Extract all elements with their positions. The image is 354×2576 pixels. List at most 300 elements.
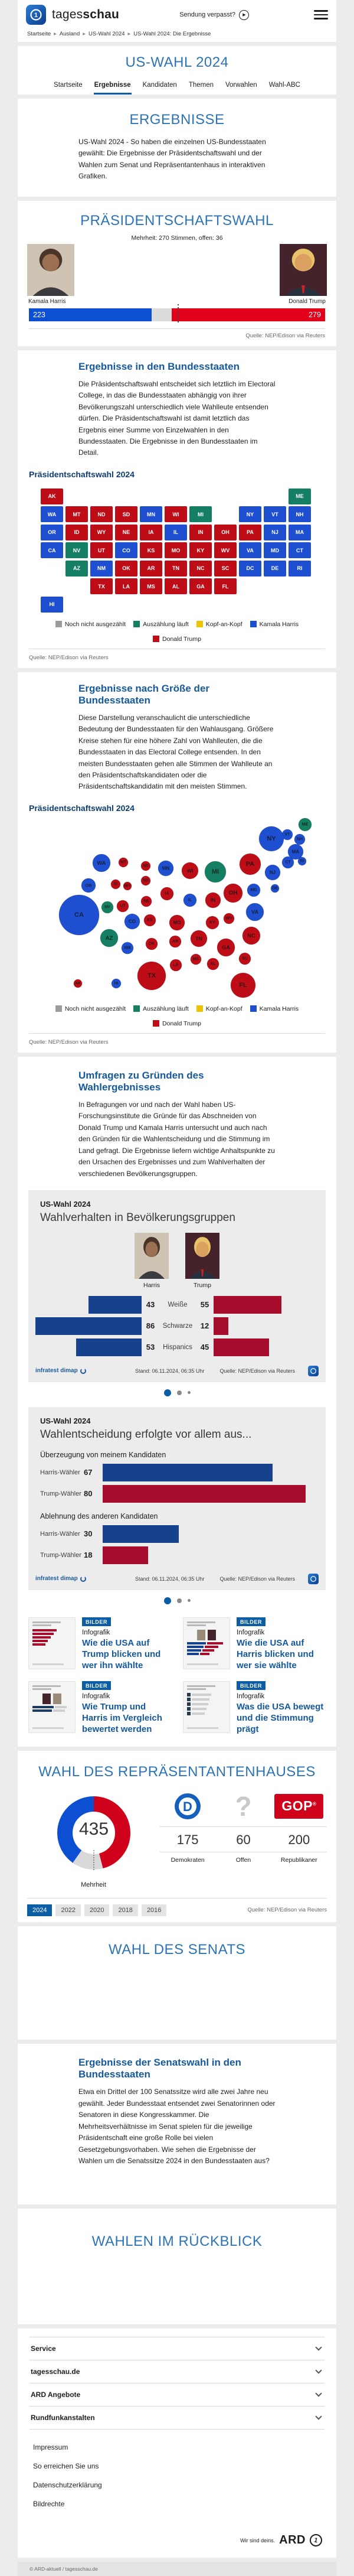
bubble-WY[interactable]	[123, 882, 132, 890]
page-title: US-WAHL 2024	[125, 54, 229, 70]
footer-accordion-ardangebote[interactable]	[30, 2383, 324, 2406]
state-NV[interactable]: NV	[65, 542, 88, 558]
play-icon[interactable]: ▶	[239, 10, 249, 20]
carousel-dot-3[interactable]	[188, 1391, 191, 1394]
svg-text:RI: RI	[300, 859, 304, 864]
footer-accordions	[30, 2337, 324, 2430]
state-NM[interactable]: NM	[90, 561, 113, 577]
bubble-CA[interactable]	[59, 895, 99, 935]
thumb-bar-row	[187, 1653, 226, 1655]
bilder-badge: BILDER	[82, 1617, 111, 1626]
demo-row-hispanics	[35, 1339, 319, 1356]
thumb-bar-row	[32, 1640, 71, 1642]
teaser-text	[237, 1617, 326, 1672]
state-AR[interactable]: AR	[140, 561, 162, 577]
bubble-IA[interactable]	[160, 887, 173, 900]
tab-startseite[interactable]: Startseite	[54, 82, 83, 89]
legend-label: Noch nicht ausgezählt	[64, 620, 126, 628]
bubble-MS[interactable]	[191, 954, 201, 965]
trump-value: 45	[200, 1343, 209, 1352]
bubble-NM[interactable]	[122, 942, 133, 954]
bubble-AZ[interactable]	[100, 929, 118, 947]
state-LA[interactable]: LA	[115, 578, 137, 594]
breadcrumb-item[interactable]: Startseite	[27, 31, 51, 37]
bubble-ND[interactable]	[141, 861, 150, 871]
bubble-TN[interactable]	[191, 930, 207, 947]
state-GA[interactable]: GA	[189, 578, 212, 594]
state-OH[interactable]: OH	[214, 525, 237, 540]
state-CO[interactable]: CO	[115, 542, 137, 558]
thumb-bar-row	[32, 1709, 71, 1712]
source-note: Quelle: NEP/Edison via Reuters	[247, 1906, 327, 1913]
bubble-NC[interactable]	[242, 927, 260, 945]
bubble-LA[interactable]	[170, 959, 182, 971]
teaser-link[interactable]	[183, 1617, 326, 1672]
svg-text:NV: NV	[104, 905, 110, 910]
svg-text:UT: UT	[120, 904, 126, 908]
thumb-bar	[32, 1706, 54, 1708]
stat-value: 175	[160, 1826, 215, 1852]
state-TX[interactable]: TX	[90, 578, 113, 594]
harris-bar-cell	[35, 1339, 142, 1356]
bubble-IL[interactable]	[183, 894, 196, 907]
footer-accordion-rundfunkanstalten[interactable]	[30, 2406, 324, 2430]
svg-text:IL: IL	[188, 898, 192, 903]
bubble-PA[interactable]	[240, 854, 261, 875]
svg-text:MN: MN	[162, 865, 170, 871]
year-button-2018[interactable]: 2018	[113, 1904, 137, 1916]
bubble-SC[interactable]	[239, 953, 251, 965]
majority-note: Mehrheit: 270 Stimmen, offen: 36	[131, 234, 223, 242]
menu-icon[interactable]	[314, 10, 328, 19]
voter-label: Harris-Wähler	[40, 1530, 80, 1538]
teaser-link[interactable]	[183, 1681, 326, 1735]
harris-votes-bar	[29, 308, 152, 321]
state-WV[interactable]: WV	[214, 542, 237, 558]
source-note: Quelle: NEP/Edison via Reuters	[29, 1038, 109, 1046]
motivation-row	[35, 1464, 319, 1481]
thumb-photo	[42, 1694, 51, 1704]
bubble-MI[interactable]	[205, 861, 226, 882]
breadcrumb-item[interactable]: US-Wahl 2024	[88, 31, 125, 37]
state-IA[interactable]: IA	[140, 525, 162, 540]
state-FL[interactable]: FL	[214, 578, 237, 594]
bubble-VA[interactable]	[246, 903, 264, 921]
bubble-AR[interactable]	[169, 936, 181, 947]
state-UT[interactable]: UT	[90, 542, 113, 558]
states-map-heading: Ergebnisse in den Bundesstaaten	[78, 360, 240, 372]
chevron-down-icon	[315, 2344, 322, 2351]
state-WA[interactable]: WA	[41, 506, 63, 522]
svg-text:IA: IA	[165, 891, 169, 896]
carousel-dot-2[interactable]	[177, 1390, 182, 1395]
chevron-down-icon	[315, 2391, 322, 2397]
bubble-NJ[interactable]	[265, 865, 280, 880]
bubble-MD[interactable]	[247, 884, 260, 897]
map-legend	[29, 1005, 325, 1027]
house-heading: WAHL DES REPRÄSENTANTENHAUSES	[38, 1764, 316, 1780]
bubble-OR[interactable]	[81, 878, 96, 893]
bubble-DE[interactable]	[271, 884, 279, 893]
state-MD[interactable]: MD	[264, 542, 286, 558]
trump-bar-cell	[214, 1317, 319, 1335]
thumb-chart	[32, 1629, 71, 1662]
svg-text:TN: TN	[195, 935, 202, 942]
bubble-WV[interactable]	[224, 913, 234, 924]
harris-value: 53	[146, 1343, 155, 1352]
carousel-dot-2[interactable]	[177, 1598, 182, 1603]
bubble-NE[interactable]	[141, 896, 152, 907]
trump-bar-cell	[214, 1296, 319, 1314]
harris-votes: 223	[33, 310, 45, 319]
state-DE[interactable]: DE	[264, 561, 286, 577]
tab-wahlabc[interactable]: Wahl-ABC	[268, 82, 300, 89]
svg-text:MS: MS	[192, 957, 199, 962]
teaser-kicker: Infografik	[82, 1693, 110, 1701]
democrats-logo	[174, 1793, 201, 1820]
bar-cell	[103, 1525, 319, 1543]
stat-demokraten	[160, 1791, 215, 1864]
thumb-bar-row	[187, 1646, 226, 1648]
accordion-label: Rundfunkanstalten	[31, 2414, 95, 2422]
electoral-bar[interactable]	[29, 308, 325, 321]
stand-note: Stand: 06.11.2024, 06:35 Uhr	[135, 1367, 205, 1374]
bubble-OK[interactable]	[146, 938, 158, 950]
group-label: Schwarze	[162, 1322, 193, 1330]
svg-text:GA: GA	[222, 944, 230, 950]
bubble-CO[interactable]	[124, 914, 140, 929]
thumb-bar	[32, 1636, 51, 1639]
svg-text:OR: OR	[85, 882, 92, 888]
thumb-bar-row	[32, 1636, 71, 1639]
bubble-AK[interactable]	[74, 979, 82, 988]
footer-link-datenschutzerklrung[interactable]: Datenschutzerklärung	[33, 2481, 102, 2490]
teaser-thumbnail	[183, 1681, 230, 1733]
thumb-bar	[207, 1642, 224, 1644]
svg-text:MI: MI	[211, 868, 219, 875]
svg-text:AR: AR	[172, 939, 179, 944]
thumb-bar	[187, 1646, 204, 1648]
senate-states-section	[18, 2044, 336, 2204]
site-header	[18, 0, 336, 42]
svg-text:CO: CO	[128, 919, 136, 924]
year-button-2016[interactable]: 2016	[142, 1904, 166, 1916]
footer-accordion-tagesschaude[interactable]	[30, 2360, 324, 2383]
state-NY[interactable]: NY	[239, 506, 261, 522]
state-KY[interactable]: KY	[189, 542, 212, 558]
thumb-bar-row	[32, 1706, 71, 1708]
size-map-section	[18, 672, 336, 1053]
legend-swatch	[55, 621, 62, 627]
thumb-footer-line	[187, 1727, 218, 1729]
svg-text:D: D	[183, 1799, 193, 1815]
results-heading: ERGEBNISSE	[129, 112, 225, 128]
senate-heading: WAHL DES SENATS	[109, 1942, 245, 1958]
source-note: Quelle: NEP/Edison via Reuters	[219, 1367, 295, 1374]
state-MT[interactable]: MT	[65, 506, 88, 522]
svg-text:OH: OH	[228, 890, 238, 897]
sendung-verpasst-label: Sendung verpasst?	[179, 11, 235, 18]
thumb-footer-line	[187, 1663, 218, 1665]
bubble-NY[interactable]	[259, 826, 284, 851]
polls-text: In Befragungen vor und nach der Wahl haben US-Forschungsinstitute die Gründe für das Abschneiden von Donald Trump und Kamala Harris untersucht und auch nach den Gründen für die Wahlentscheidung und die Stimmung im Land gefragt. Die Ergebnisse liefern wichtige Anhaltspunkte zu den Ursachen des Ergebnisses und zum Wahlverhalten der verschiedenen Bevölkerungsgruppen.	[78, 1100, 275, 1178]
infographic-demographics	[28, 1190, 326, 1382]
carousel-dot-1[interactable]	[164, 1389, 171, 1396]
bubble-ME[interactable]	[299, 818, 312, 831]
state-SC[interactable]: SC	[214, 561, 237, 577]
bubble-NH[interactable]	[294, 834, 305, 845]
state-RI[interactable]: RI	[289, 561, 311, 577]
gop-logo	[271, 1791, 327, 1822]
trump-bar	[103, 1546, 148, 1564]
voter-label: Harris-Wähler	[40, 1468, 80, 1476]
group-label: Weiße	[168, 1301, 188, 1308]
svg-text:WV: WV	[225, 916, 232, 921]
state-VT[interactable]: VT	[264, 506, 286, 522]
president-section	[18, 201, 336, 346]
state-IN[interactable]: IN	[189, 525, 212, 540]
bilder-badge: BILDER	[82, 1681, 111, 1690]
tab-kandidaten[interactable]: Kandidaten	[142, 82, 177, 89]
legend-label: Auszählung läuft	[143, 620, 189, 628]
bubble-TX[interactable]	[137, 962, 166, 990]
thumb-bar-row	[187, 1649, 226, 1652]
state-ID[interactable]: ID	[65, 525, 88, 540]
bubble-GA[interactable]	[217, 939, 235, 956]
state-CA[interactable]: CA	[41, 542, 63, 558]
trump-bar	[214, 1339, 269, 1356]
year-button-2022[interactable]: 2022	[55, 1904, 80, 1916]
thumb-square	[187, 1693, 191, 1696]
legend-item	[250, 1005, 299, 1012]
svg-text:VT: VT	[284, 832, 290, 837]
us-cartogram	[29, 815, 348, 999]
state-NC[interactable]: NC	[189, 561, 212, 577]
thumb-title-line	[187, 1621, 215, 1623]
bar-cell	[103, 1546, 319, 1564]
svg-text:MA: MA	[291, 849, 300, 855]
site-footer	[18, 2329, 336, 2558]
state-MS[interactable]: MS	[140, 578, 162, 594]
thumb-bar-row	[187, 1698, 226, 1701]
thumb-photos	[32, 1694, 71, 1704]
svg-text:IN: IN	[210, 897, 216, 903]
tab-themen[interactable]: Themen	[188, 82, 214, 89]
teaser-link[interactable]	[28, 1617, 171, 1672]
bubble-AL[interactable]	[207, 958, 219, 970]
state-WY[interactable]: WY	[90, 525, 113, 540]
thumb-bar-row	[32, 1629, 71, 1631]
state-NH[interactable]: NH	[289, 506, 311, 522]
trump-value: 12	[200, 1321, 209, 1331]
senate-section	[18, 1926, 336, 2040]
bubble-WI[interactable]	[182, 862, 198, 879]
thumb-bar	[192, 1703, 208, 1705]
state-DC[interactable]: DC	[239, 561, 261, 577]
state-AK[interactable]: AK	[41, 489, 63, 504]
teaser-kicker: Infografik	[237, 1629, 265, 1637]
state-MN[interactable]: MN	[140, 506, 162, 522]
open-logo	[215, 1791, 271, 1822]
bubble-MT[interactable]	[119, 858, 128, 867]
value: 18	[84, 1551, 93, 1560]
bubble-MO[interactable]	[169, 915, 185, 930]
infographic-kicker: US-Wahl 2024	[40, 1199, 91, 1209]
state-WI[interactable]: WI	[165, 506, 187, 522]
footer-link-impressum[interactable]: Impressum	[33, 2443, 68, 2452]
value: 80	[84, 1489, 93, 1499]
carousel-dot-1[interactable]	[164, 1597, 171, 1604]
tagesschau-logo[interactable]	[26, 5, 46, 25]
carousel-dots	[18, 1389, 336, 1396]
teaser-text	[82, 1681, 171, 1735]
state-AZ[interactable]: AZ	[65, 561, 88, 577]
state-AL[interactable]: AL	[165, 578, 187, 594]
bubble-CT[interactable]	[282, 857, 294, 868]
svg-text:SC: SC	[242, 956, 248, 961]
state-IL[interactable]: IL	[165, 525, 187, 540]
thumb-chart	[187, 1629, 226, 1662]
bubble-RI[interactable]	[298, 857, 306, 865]
breadcrumb-separator: ▸	[83, 31, 86, 37]
state-OK[interactable]: OK	[115, 561, 137, 577]
state-TN[interactable]: TN	[165, 561, 187, 577]
teaser-kicker: Infografik	[237, 1693, 265, 1701]
state-NJ[interactable]: NJ	[264, 525, 286, 540]
footer-link-soerreichensieuns[interactable]: So erreichen Sie uns	[33, 2462, 99, 2471]
bubble-KY[interactable]	[206, 916, 219, 929]
svg-text:KS: KS	[147, 918, 153, 923]
states-map-section	[18, 350, 336, 668]
breadcrumb-item[interactable]: US-Wahl 2024: Die Ergebnisse	[133, 31, 211, 37]
breadcrumb-separator: ▸	[54, 31, 57, 37]
bubble-MN[interactable]	[158, 861, 173, 876]
state-ME[interactable]: ME	[289, 489, 311, 504]
footer-link-bildrechte[interactable]: Bildrechte	[33, 2500, 65, 2509]
legend-swatch	[55, 1005, 62, 1012]
bubble-UT[interactable]	[117, 900, 129, 912]
svg-text:PA: PA	[245, 860, 255, 868]
legend-swatch	[153, 636, 159, 642]
year-button-2024[interactable]: 2024	[27, 1904, 52, 1916]
senate-states-heading: Ergebnisse der Senatswahl in den Bundesstaaten	[78, 2057, 241, 2080]
bubble-OH[interactable]	[224, 884, 242, 903]
state-NE[interactable]: NE	[115, 525, 137, 540]
stat-offen	[215, 1791, 271, 1864]
brand-wordmark[interactable]	[52, 8, 119, 22]
legend-swatch	[196, 1005, 203, 1012]
thumb-bar	[200, 1653, 209, 1655]
state-VA[interactable]: VA	[239, 542, 261, 558]
accordion-label: Service	[31, 2344, 56, 2353]
bubble-WA[interactable]	[93, 854, 110, 872]
footer-accordion-service[interactable]	[30, 2337, 324, 2360]
state-KS[interactable]: KS	[140, 542, 162, 558]
state-HI[interactable]: HI	[41, 597, 63, 613]
thumb-bar	[187, 1653, 199, 1655]
state-OR[interactable]: OR	[41, 525, 63, 540]
legend-swatch	[250, 621, 257, 627]
tab-vorwahlen[interactable]: Vorwahlen	[225, 82, 257, 89]
year-button-2020[interactable]: 2020	[84, 1904, 109, 1916]
thumb-bar	[192, 1698, 209, 1701]
bilder-badge: BILDER	[237, 1617, 266, 1626]
harris-photo	[135, 1233, 169, 1279]
state-SD[interactable]: SD	[115, 506, 137, 522]
legend-label: Donald Trump	[162, 1020, 201, 1027]
ard-logo	[30, 2533, 324, 2547]
breadcrumb-item[interactable]: Ausland	[59, 31, 80, 37]
thumb-bar	[205, 1646, 219, 1648]
svg-text:HI: HI	[114, 981, 119, 986]
legend-item	[153, 1020, 201, 1027]
thumb-footer-line	[32, 1727, 64, 1729]
svg-text:WA: WA	[97, 859, 106, 866]
state-MO[interactable]: MO	[165, 542, 187, 558]
copyright-bar: © ARD-aktuell / tagesschau.de	[18, 2562, 336, 2576]
svg-text:MT: MT	[120, 860, 127, 865]
svg-text:CT: CT	[285, 860, 291, 865]
thumb-chart	[32, 1693, 71, 1725]
teaser-thumbnail	[28, 1681, 76, 1733]
harris-bar-cell	[35, 1296, 142, 1314]
state-MA[interactable]: MA	[289, 525, 311, 540]
senate-states-text: Etwa ein Drittel der 100 Senatssitze wird alle zwei Jahre neu gewählt. Jeder Bundesstaat entsendet zwei Senatorinnen oder Senatoren in diese Kongresskammer. Die Mehrheitsverhältnisse im Senat spielen für die jeweilige Präsidentschaft eine große Rolle bei vielen Gesetzgebungsvorhaben. Wie sehen die Ergebnisse der Wahlen um die Senatssitze 2024 in den Bundesstaaten aus?	[78, 2087, 276, 2165]
bubble-SD[interactable]	[141, 876, 150, 885]
page-title-section	[18, 46, 336, 95]
bubble-NV[interactable]	[101, 901, 113, 913]
state-PA[interactable]: PA	[239, 525, 261, 540]
legend-label: Noch nicht ausgezählt	[64, 1005, 126, 1012]
state-ND[interactable]: ND	[90, 506, 113, 522]
house-donut	[27, 1789, 160, 1888]
polls-heading: Umfragen zu Gründen des Wahlergebnisses	[78, 1069, 204, 1093]
harris-bar	[103, 1525, 179, 1543]
tagesschau-mini-logo	[308, 1574, 319, 1584]
review-heading: WAHLEN IM RÜCKBLICK	[91, 2233, 263, 2250]
teaser-link[interactable]	[28, 1681, 171, 1735]
thumb-square	[187, 1712, 191, 1715]
harris-value: 43	[146, 1300, 155, 1310]
bubble-HI[interactable]	[112, 979, 121, 988]
thumb-bar	[32, 1633, 54, 1635]
legend-item	[196, 621, 242, 628]
us-results-map	[41, 489, 313, 615]
state-CT[interactable]: CT	[289, 542, 311, 558]
thumb-bar	[32, 1709, 52, 1712]
trump-bar	[214, 1296, 281, 1314]
bubble-IN[interactable]	[205, 893, 221, 908]
svg-text:AK: AK	[74, 981, 81, 986]
thumb-bar	[187, 1642, 206, 1644]
legend-item	[196, 1005, 242, 1012]
bubble-KS[interactable]	[144, 914, 156, 926]
teaser-kicker: Infografik	[82, 1629, 110, 1637]
thumb-bar-row	[187, 1693, 226, 1696]
results-intro-section	[18, 99, 336, 197]
trump-label: Trump	[194, 1281, 211, 1289]
thumb-title-line	[187, 1685, 215, 1687]
sendung-verpasst-link[interactable]	[179, 10, 249, 20]
svg-text:MD: MD	[250, 888, 257, 893]
tab-ergebnisse[interactable]: Ergebnisse	[94, 78, 132, 95]
bubble-ID[interactable]	[111, 880, 120, 889]
harris-name: Kamala Harris	[28, 298, 66, 305]
carousel-dot-3[interactable]	[188, 1599, 191, 1602]
svg-text:OK: OK	[148, 942, 155, 946]
state-MI[interactable]: MI	[189, 506, 212, 522]
bubble-FL[interactable]	[231, 973, 255, 998]
